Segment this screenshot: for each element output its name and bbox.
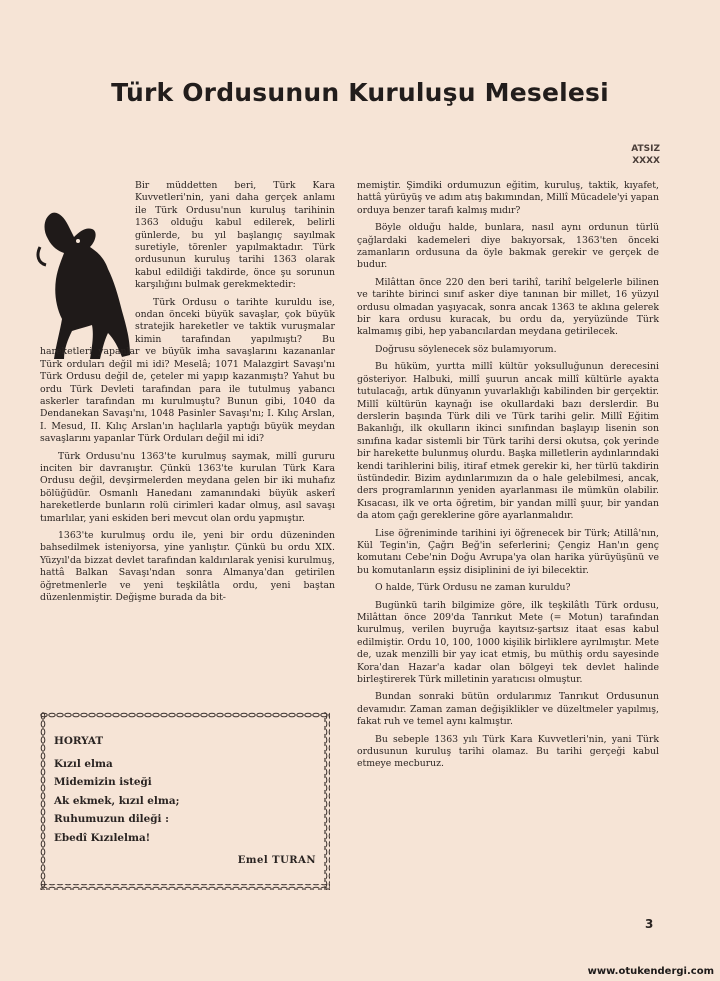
poem-title: HORYAT — [54, 735, 104, 747]
poem-line: Kızıl elma — [54, 757, 113, 770]
paragraph: O halde, Türk Ordusu ne zaman kuruldu? — [375, 582, 571, 594]
poem — [54, 732, 316, 872]
article-title: Türk Ordusunun Kuruluşu Meselesi — [111, 78, 609, 107]
paragraph: Türk Ordusu'nu 1363'te kurulmuş saymak, millî gururu inciten bir davranıştır. Çünkü 1363'te kurulan Türk Kara Ordusu değil, devşirmelerden meydana gelen bir iki muhafız bölüğüdür. Osmanlı Hanedanı zamanındaki büyük askerî hareketlerde bunların rolü cirimleri kadar olmuş, asıl savaşı tımarlılar, yani eskiden beri mevcut olan ordu yapmıştır. — [40, 450, 335, 524]
paragraph: memiştir. Şimdiki ordumuzun eğitim, kuruluş, taktik, kıyafet, hattâ yürüyüş ve adım atış bakımından, Millî Mücadele'yi yapan orduya benzer tarafı kalmış mıdır? — [357, 180, 659, 216]
article-left-column — [40, 180, 335, 609]
poem-author: Emel TURAN — [237, 854, 316, 866]
paragraph: Bu hüküm, yurtta millî kültür yoksulluğunun derecesini gösteriyor. Halbuki, millî şuurun ancak millî kültürle ayakta tutulacağı, artık dünyanın yuvarlaklığı kabilinden bir gerçektir. Millî kültürün kaynağı ise okullardaki bazı derslerdir. Bu derslerin başında Türk dili ve Türk tarihi gelir. Millî Eğitim Bakanlığı, ilk okulların ikinci sınıfından başlayıp lisenin son sınıfına kadar sistemli bir Türk tarihi dersi okutsa, çok yerinde bir harekette bulunmuş olurdu. Başka milletlerin aydınlarındaki kendi tarihlerini biliş, itiraf etmek gerekir ki, her türlü takdirin üstündedir. Bizim aydınlarımızın da o hale gelebilmesi, ancak, ders programlarının yeniden ayarlanması ile mümkün olabilir. Kısacası, ilk ve orta öğretim, bir yandan millî şuur, bir yandan da atom çağı gereklerine göre ayarlanmalıdır. — [357, 361, 659, 522]
author-byline — [610, 143, 660, 167]
paragraph: Böyle olduğu halde, bunlara, nasıl aynı ordunun türlü çağlardaki kademeleri diye bakıyorsak, 1363'ten önceki zamanların ordusuna da öyle bakmak gerekir ve gerçek de budur. — [357, 222, 659, 271]
author-mark: XXXX — [632, 156, 660, 166]
poem-line: Midemizin isteği — [54, 776, 152, 788]
poem-line: Ruhumuzun dileği : — [54, 813, 169, 825]
poem-box — [40, 712, 330, 890]
author-name: ATSIZ — [631, 144, 660, 154]
paragraph: Bir müddetten beri, Türk Kara Kuvvetleri'nin, yani daha gerçek anlamı ile Türk Ordusu'nun kuruluş tarihinin 1363 olduğu kabul edilerek, belirli günlerde, bu yıl başlangıç sayılmak suretiyle, törenler yapılmaktadır. Türk ordusunun kuruluş tarihi 1363 olarak kabul edildiği takdirde, önce şu sorunun karşılığını bulmak gerekmektedir: — [135, 180, 335, 291]
poem-line: Ebedî Kızılelma! — [54, 831, 151, 844]
paragraph: Milâttan önce 220 den beri tarihî, tarihî belgelerle bilinen ve tarihte birinci sınıf asker diye tanınan bir millet, 16 yüzyıl ordusu olmadan yaşıyacak, sonra ancak 1363 te aklına gelerek bir kara ordusu kuracak, bu ordu da, yeryüzünde Türk kalmamış gibi, hep yabancılardan meydana getirilecek. — [357, 276, 659, 338]
paragraph: Türk Ordusu o tarihte kuruldu ise, ondan önceki büyük savaşlar, çok büyük stratejik hareketler ve taktik vuruşmalar kimin tarafından yapılmıştı? Bu hareketleri yapanlar ve büyük imha savaşlarını kazananlar Türk orduları değil mi idi? Meselâ; 1071 Malazgirt Savaşı'nı Türk Ordusu değil de, çeteler mi yapıp kazanmıştı? Yahut bu ordu Türk Devleti tarafından para ile tutulmuş yabancı askerler tarafından mı kurulmuştu? Bunun gibi, 1040 da Dendanekan Savaşı'nı, 1048 Pasinler Savaşı'nı; I. Kılıç Arslan, I. Mesud, II. Kılıç Arslan'ın haçlılarla yaptığı büyük meydan savaşlarını yapanlar Türk Orduları değil mi idi? — [40, 296, 335, 445]
page-number: 3 — [645, 917, 654, 931]
article-right-column — [357, 180, 659, 776]
paragraph: Doğrusu söylenecek söz bulamıyorum. — [375, 343, 557, 355]
paragraph: Bugünkü tarih bilgimize göre, ilk teşkilâtlı Türk ordusu, Milâttan önce 209'da Tanrıkut Mete (= Motun) tarafından kurulmuş, verilen buyruğa kayıtsız-şartsız itaat esas kabul edilmiştir. Ordu 10, 100, 1000 kişilik birliklere ayrılmıştır. Mete de, uzak menzilli bir yay icat etmiş, bu müthiş ordu sayesinde Kora'dan Hazar'a kadar olan bölgeyi tek devlet halinde birleştirerek Türk milletinin yaratıcısı olmuştur. — [357, 599, 659, 686]
paragraph: 1363'te kurulmuş ordu ile, yeni bir ordu düzeninden bahsedilmek isteniyorsa, yine yanlıştır. Çünkü bu ordu XIX. Yüzyıl'da bizzat devlet tarafından kaldırılarak yenisi kurulmuş, hattâ Balkan Savaşı'ndan sonra Almanya'dan getirilen öğretmenlerle ve yeni teşkilâtla ordu, yeni baştan düzenlenmiştir. Değişme burada da bit- — [40, 529, 335, 603]
paragraph: Bu sebeple 1363 yılı Türk Kara Kuvvetleri'nin, yani Türk ordusunun kuruluş tarihi olamaz. Bu tarihi gerçeği kabul etmeye mecburuz. — [357, 733, 659, 770]
paragraph: Bundan sonraki bütün ordularımız Tanrıkut Ordusunun devamıdır. Zaman zaman değişiklikler ve düzeltmeler yapılmış, fakat ruh ve temel aynı kalmıştır. — [357, 691, 659, 728]
paragraph: Lise öğreniminde tarihini iyi öğrenecek bir Türk; Atillâ'nın, Kül Tegin'in, Çağrı Beğ'in seferlerini; Çengiz Han'ın genç komutanı Cebe'nin Doğu Avrupa'ya olan harika yürüyüşünü ve bu komutanların eşsiz disiplinini de iyi bilecektir. — [357, 527, 659, 576]
poem-line: Ak ekmek, kızıl elma; — [54, 794, 180, 807]
website-url: www.otukendergi.com — [587, 966, 714, 977]
